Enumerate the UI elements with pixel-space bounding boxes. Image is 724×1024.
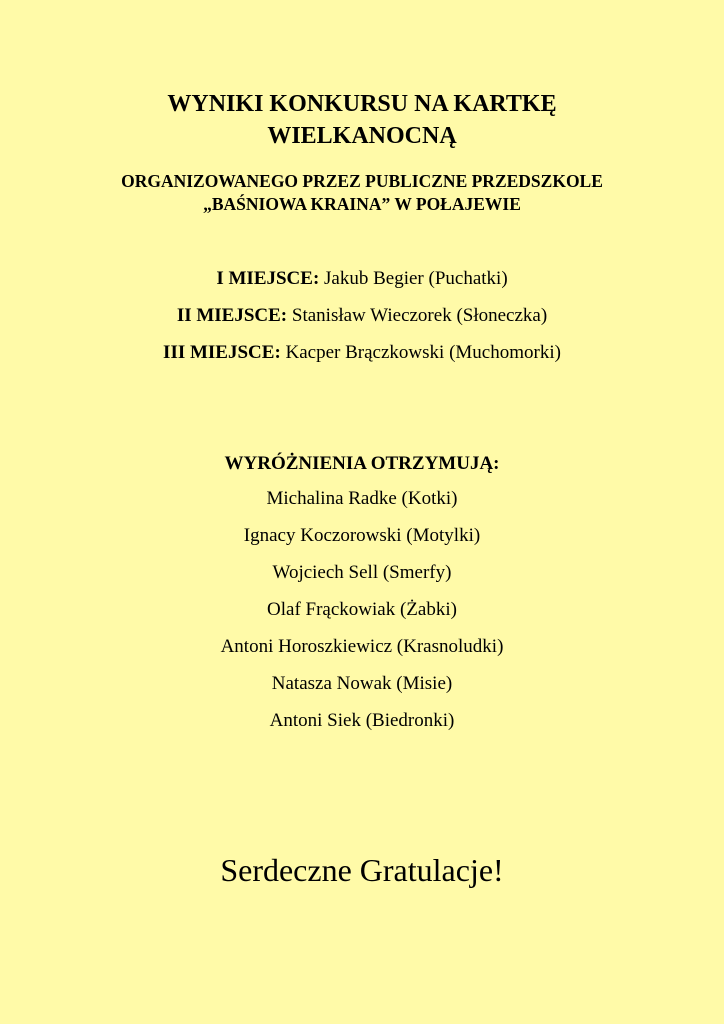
subtitle-line-1: ORGANIZOWANEGO PRZEZ PUBLICZNE PRZEDSZKOLE	[121, 171, 603, 191]
place-second	[0, 297, 724, 334]
title-line-2: WIELKANOCNĄ	[267, 123, 457, 149]
place-label: I MIEJSCE:	[216, 268, 320, 289]
title-line-1: WYNIKI KONKURSU NA KARTKĘ	[167, 91, 557, 117]
closing-congratulations: Serdeczne Gratulacje!	[220, 852, 504, 888]
honor-item: Michalina Radke (Kotki)	[266, 488, 458, 509]
honor-item: Olaf Frąckowiak (Żabki)	[267, 599, 457, 620]
place-winner: Stanisław Wieczorek (Słoneczka)	[291, 305, 548, 326]
places-list	[0, 260, 724, 371]
honor-item: Antoni Siek (Biedronki)	[269, 710, 455, 731]
subtitle-line-2: „BAŚNIOWA KRAINA” W POŁAJEWIE	[203, 194, 521, 214]
place-label: II MIEJSCE:	[176, 305, 288, 326]
honor-item: Natasza Nowak (Misie)	[271, 673, 453, 694]
document-title	[0, 88, 724, 152]
place-label: III MIEJSCE:	[163, 342, 281, 363]
honors-list	[0, 480, 724, 739]
place-winner: Jakub Begier (Puchatki)	[324, 268, 508, 289]
place-first	[0, 260, 724, 297]
place-third	[0, 334, 724, 371]
honors-heading: WYRÓŻNIENIA OTRZYMUJĄ:	[224, 453, 500, 474]
place-winner: Kacper Brączkowski (Muchomorki)	[285, 342, 561, 363]
honor-item: Ignacy Koczorowski (Motylki)	[243, 525, 481, 546]
document-subtitle	[0, 170, 724, 216]
honor-item: Antoni Horoszkiewicz (Krasnoludki)	[220, 636, 504, 657]
honor-item: Wojciech Sell (Smerfy)	[272, 562, 452, 583]
